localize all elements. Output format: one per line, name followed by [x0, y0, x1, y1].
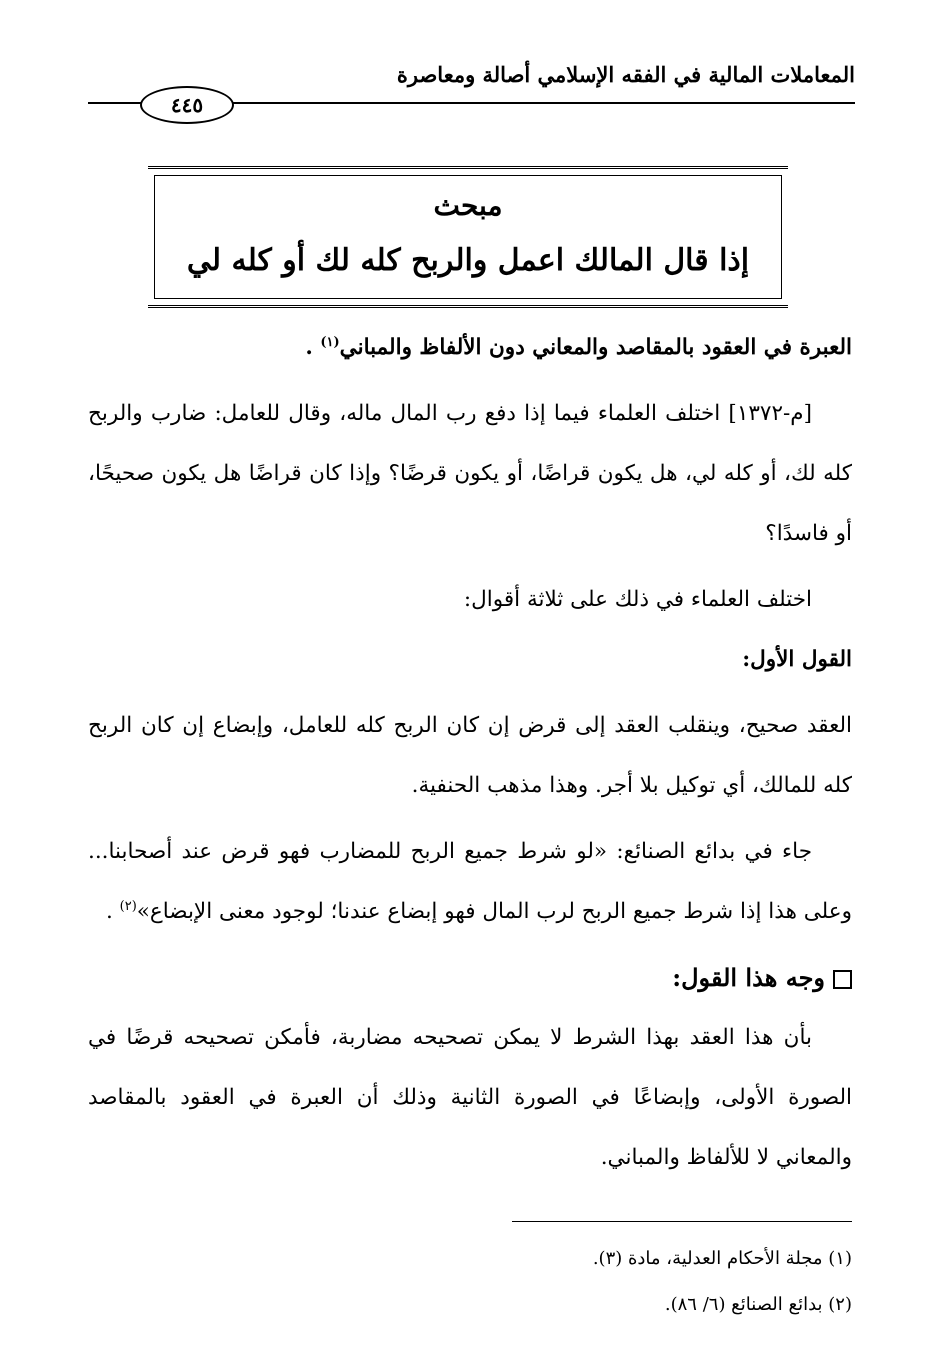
first-opinion-paragraph: العقد صحيح، وينقلب العقد إلى قرض إن كان الربح كله للعامل، وإبضاع إن كان الربح كله للمالك، أي توكيل بلا أجر. وهذا مذهب الحنفية. — [88, 713, 852, 798]
footnote-ref-1: (١) — [320, 334, 340, 350]
quote-paragraph — [88, 822, 852, 942]
reason-paragraph: بأن هذا العقد بهذا الشرط لا يمكن تصحيحه مضاربة، فأمكن تصحيحه قرضًا في الصورة الأولى، وإبضاعًا في الصورة الثانية وذلك أن العبرة في العقود بالمقاصد والمعاني لا للألفاظ والمباني. — [88, 1025, 852, 1170]
reason-heading-text: وجه هذا القول: — [672, 963, 825, 992]
running-header: المعاملات المالية في الفقه الإسلامي أصالة ومعاصرة — [396, 62, 855, 87]
section-title-box — [148, 166, 788, 308]
footnote-1: (١) مجلة الأحكام العدلية، مادة (٣). — [592, 1248, 852, 1269]
footnote-2: (٢) بدائع الصنائع (٦/ ٨٦). — [664, 1294, 852, 1315]
footnote-rule — [512, 1221, 852, 1222]
section-title: إذا قال المالك اعمل والربح كله لك أو كله لي — [186, 243, 750, 278]
footnotes — [88, 1236, 852, 1328]
body-text — [88, 318, 852, 1188]
quote-text: جاء في بدائع الصنائع: «لو شرط جميع الربح للمضارب فهو قرض عند أصحابنا... وعلى هذا إذا شرط جميع الربح لرب المال فهو إبضاع عندنا؛ لوجود معنى الإبضاع» — [88, 839, 852, 924]
question-paragraph: [م-١٣٧٢] اختلف العلماء فيما إذا دفع رب المال ماله، وقال للعامل: ضارب والربح كله لك، أو كله لي، هل يكون قراضًا، أو يكون قرضًا؟ وإذا كان قراضًا هل يكون صحيحًا، أو فاسدًا؟ — [88, 401, 852, 546]
checkbox-square-icon — [833, 970, 852, 989]
page-number: ٤٤٥ — [140, 86, 234, 124]
intro-paragraph: اختلف العلماء في ذلك على ثلاثة أقوال: — [463, 587, 812, 612]
first-opinion-heading: القول الأول: — [742, 647, 852, 672]
legal-maxim-text: العبرة في العقود بالمقاصد والمعاني دون الألفاظ والمباني — [339, 335, 852, 360]
footnote-ref-2: (٢) — [119, 898, 137, 914]
quote-end: . — [105, 899, 113, 924]
legal-maxim — [88, 318, 852, 378]
section-label: مبحث — [433, 189, 503, 222]
reason-heading — [88, 948, 852, 1008]
legal-maxim-end: . — [305, 335, 313, 360]
